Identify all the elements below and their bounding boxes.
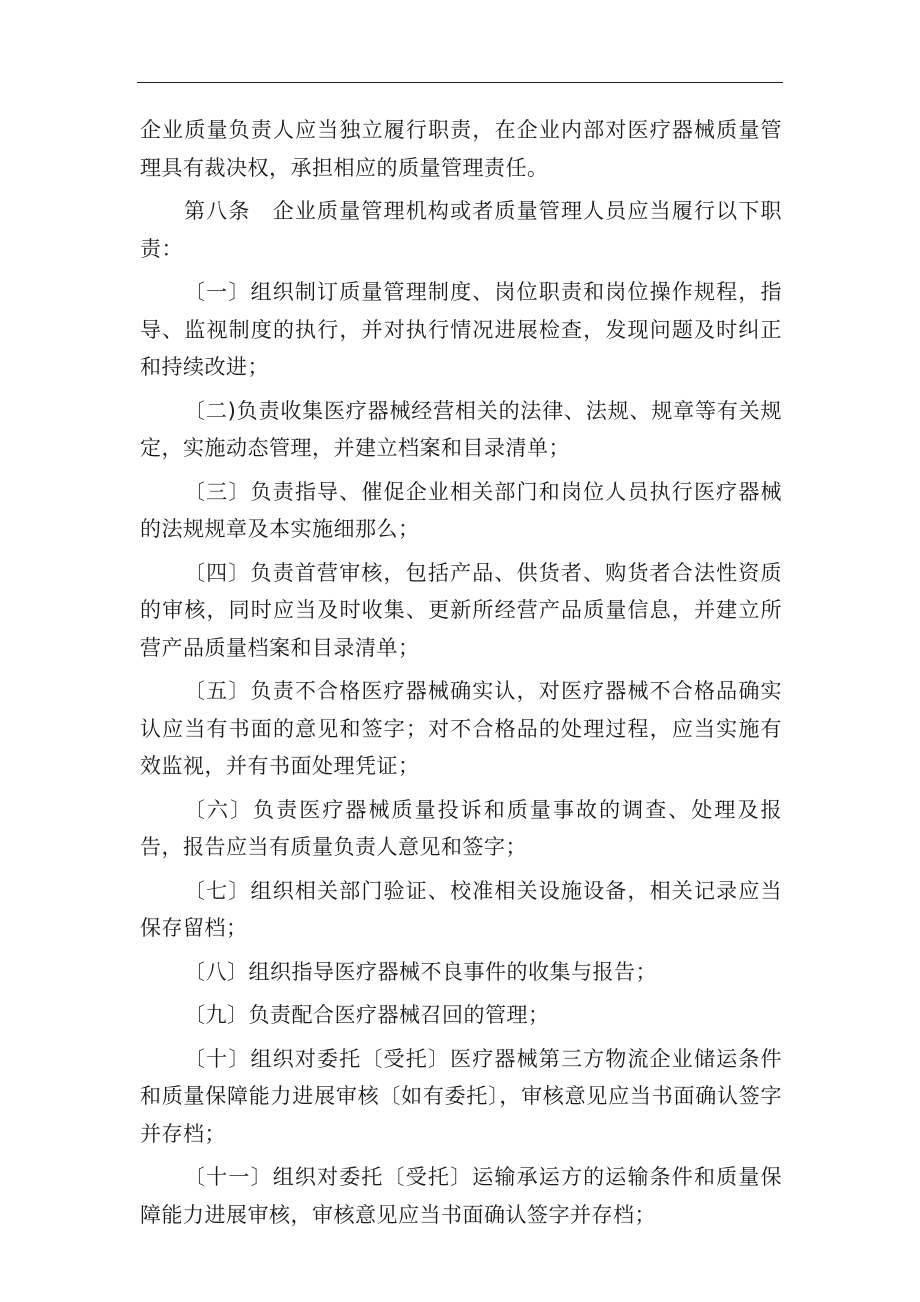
paragraph-item-2: 〔二)负责收集医疗器械经营相关的法律、法规、规章等有关规定，实施动态管理，并建立档案和目录清单；	[140, 398, 782, 460]
paragraph-quality-leader: 企业质量负责人应当独立履行职责，在企业内部对医疗器械质量管理具有裁决权，承担相应的质量管理责任。	[140, 118, 782, 180]
paragraph-item-7: 〔七〕组织相关部门验证、校准相关设施设备，相关记录应当保存留档；	[140, 878, 782, 940]
paragraph-item-8: 〔八〕组织指导医疗器械不良事件的收集与报告；	[184, 959, 657, 984]
paragraph-item-6: 〔六〕负责医疗器械质量投诉和质量事故的调查、处理及报告，报告应当有质量负责人意见和签字；	[140, 797, 782, 859]
paragraph-article-8: 第八条 企业质量管理机构或者质量管理人员应当履行以下职责：	[140, 199, 782, 261]
paragraph-item-1: 〔一〕组织制订质量管理制度、岗位职责和岗位操作规程，指导、监视制度的执行，并对执行情况进展检查，发现问题及时纠正和持续改进；	[140, 280, 782, 379]
paragraph-item-4: 〔四〕负责首营审核，包括产品、供货者、购货者合法性资质的审核，同时应当及时收集、更新所经营产品质量信息，并建立所营产品质量档案和目录清单；	[140, 560, 782, 660]
header-rule	[137, 82, 783, 83]
paragraph-item-3: 〔三〕负责指导、催促企业相关部门和岗位人员执行医疗器械的法规规章及本实施细那么；	[140, 479, 782, 541]
paragraph-item-5: 〔五〕负责不合格医疗器械确实认，对医疗器械不合格品确实认应当有书面的意见和签字；对不合格品的处理过程，应当实施有效监视，并有书面处理凭证；	[140, 679, 782, 778]
document-body	[140, 112, 782, 1240]
paragraph-item-10: 〔十〕组织对委托〔受托〕医疗器械第三方物流企业储运条件和质量保障能力进展审核〔如有委托〕，审核意见应当书面确认签字并存档；	[140, 1046, 782, 1146]
paragraph-item-11: 〔十一〕组织对委托〔受托〕运输承运方的运输条件和质量保障能力进展审核，审核意见应当书面确认签字并存档；	[140, 1165, 782, 1227]
paragraph-item-9: 〔九〕负责配合医疗器械召回的管理；	[184, 1003, 550, 1027]
